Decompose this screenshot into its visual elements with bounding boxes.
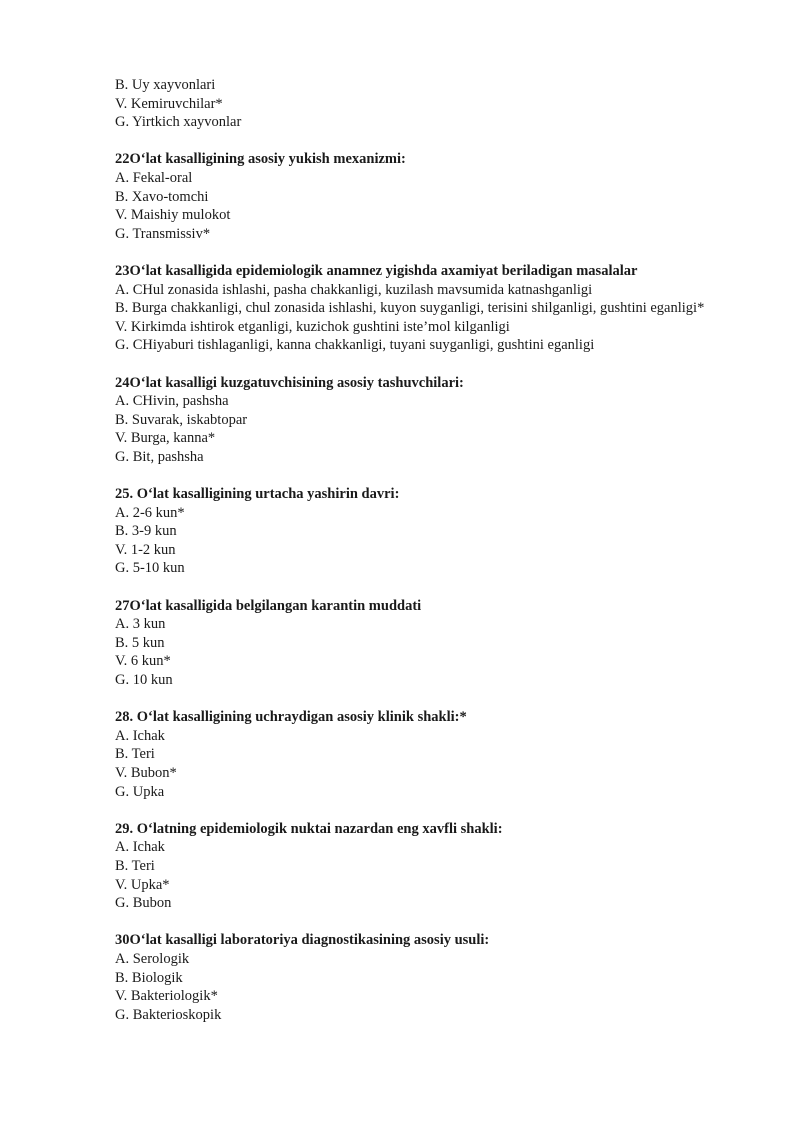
question-title: 22O‘lat kasalligining asosiy yukish mexanizmi: [115,151,406,168]
question-29 [115,820,715,913]
answer-option: G. Bubon [115,895,172,912]
answer-option: B. Uy xayvonlari [115,77,216,93]
answer-option: B. 5 kun [115,634,165,651]
question-23 [115,262,715,355]
intro-options [115,76,715,132]
answer-option: G. 5-10 kun [115,560,185,577]
answer-option: G. 10 kun [115,672,173,688]
question-title: 25. O‘lat kasalligining urtacha yashirin davri: [115,486,400,503]
answer-option: V. Kirkimda ishtirok etganligi, kuzichok gushtini iste’mol kilganligi [115,318,510,335]
answer-option: V. Bakteriologik* [115,988,218,1005]
answer-option: A. 3 kun [115,616,166,633]
question-title: 24O‘lat kasalligi kuzgatuvchisining asosiy tashuvchilari: [115,374,464,391]
answer-option: B. Burga chakkanligi, chul zonasida ishlashi, kuyon suyganligi, terisini shilganligi, gushtini eganligi* [115,300,705,317]
answer-option: B. Suvarak, iskabtopar [115,411,248,428]
answer-option: V. Upka* [115,876,170,893]
question-30 [115,931,715,1024]
answer-option: V. Maishiy mulokot [115,207,231,224]
answer-option: V. 1-2 kun [115,541,176,558]
answer-option: V. Bubon* [115,764,177,781]
answer-option: A. CHul zonasida ishlashi, pasha chakkanligi, kuzilash mavsumida katnashganligi [115,281,593,298]
question-22 [115,150,715,243]
answer-option: G. Upka [115,783,165,800]
answer-option: G. Yirtkich xayvonlar [115,114,242,131]
question-28 [115,708,715,801]
answer-option: B. Xavo-tomchi [115,188,209,205]
answer-option: V. Kemiruvchilar* [115,95,223,112]
answer-option: G. Transmissiv* [115,225,211,242]
answer-option: B. Teri [115,746,155,763]
answer-option: V. Burga, kanna* [115,430,216,447]
question-24 [115,374,715,467]
question-25 [115,485,715,578]
question-title: 27O‘lat kasalligida belgilangan karantin muddati [115,597,422,614]
question-title: 23O‘lat kasalligida epidemiologik anamnez yigishda axamiyat beriladigan masalalar [115,262,638,279]
answer-option: G. CHiyaburi tishlaganligi, kanna chakkanligi, tuyani suyganligi, gushtini eganligi [115,337,595,354]
answer-option: A. Fekal-oral [115,169,193,186]
answer-option: A. Ichak [115,839,165,856]
answer-option: G. Bit, pashsha [115,448,204,465]
question-title: 29. O‘latning epidemiologik nuktai nazardan eng xavfli shakli: [115,820,503,837]
answer-option: B. 3-9 kun [115,523,177,540]
answer-option: A. Serologik [115,950,190,967]
answer-option: A. 2-6 kun* [115,504,185,521]
answer-option: A. Ichak [115,727,165,744]
answer-option: G. Bakterioskopik [115,1006,222,1023]
answer-option: B. Biologik [115,969,183,986]
question-title: 30O‘lat kasalligi laboratoriya diagnostikasining asosiy usuli: [115,932,490,949]
question-27 [115,597,715,690]
document-page [115,76,715,1024]
answer-option: A. CHivin, pashsha [115,393,229,410]
question-title: 28. O‘lat kasalligining uchraydigan asosiy klinik shakli:* [115,709,467,726]
answer-option: B. Teri [115,857,155,874]
answer-option: V. 6 kun* [115,653,171,670]
